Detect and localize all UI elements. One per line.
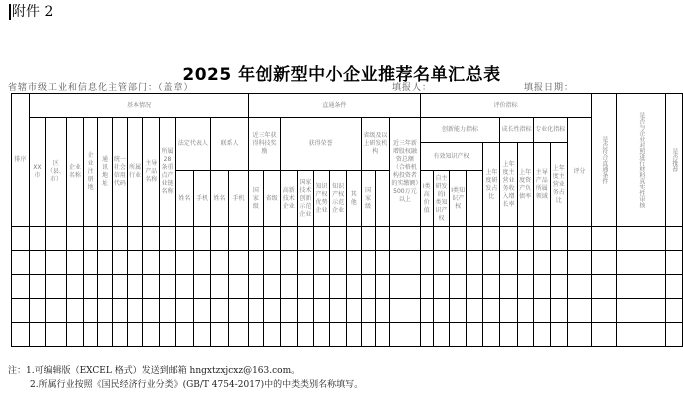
table-cell[interactable]: [160, 227, 175, 251]
table-cell[interactable]: [313, 275, 329, 299]
col-company-name: 企业名称: [66, 118, 83, 227]
table-cell[interactable]: [29, 251, 45, 275]
table-cell[interactable]: [420, 323, 433, 347]
table-cell[interactable]: [361, 227, 375, 251]
table-cell[interactable]: [375, 275, 389, 299]
table-cell[interactable]: [98, 323, 112, 347]
col-honor-innovation-demo: 国家技术创新示范企业: [297, 171, 313, 227]
col-growth: 成长性指标: [500, 118, 533, 143]
table-cell[interactable]: [330, 275, 347, 299]
table-cell[interactable]: [517, 227, 533, 251]
table-cell[interactable]: [517, 323, 533, 347]
table-cell[interactable]: [297, 299, 313, 323]
table-cell[interactable]: [390, 275, 420, 299]
table-cell[interactable]: [567, 251, 591, 275]
table-cell[interactable]: [467, 227, 483, 251]
table-cell[interactable]: [263, 323, 280, 347]
table-cell[interactable]: [665, 227, 682, 251]
table-cell[interactable]: [228, 227, 248, 251]
table-cell[interactable]: [313, 227, 329, 251]
table-cell[interactable]: [533, 323, 550, 347]
table-cell[interactable]: [665, 251, 682, 275]
table-cell[interactable]: [450, 227, 467, 251]
table-row: [12, 299, 683, 323]
table-cell[interactable]: [29, 275, 45, 299]
col-innovation: 创新能力指标: [420, 118, 500, 143]
table-cell[interactable]: [483, 251, 500, 275]
table-cell[interactable]: [433, 251, 449, 275]
table-cell[interactable]: [665, 323, 682, 347]
table-cell[interactable]: [175, 323, 194, 347]
col-legal-rep: 法定代表人: [175, 118, 210, 171]
table-cell[interactable]: [228, 299, 248, 323]
col-honors: 获得荣誉: [280, 118, 361, 171]
table-cell[interactable]: [194, 227, 211, 251]
table-cell[interactable]: [467, 299, 483, 323]
table-cell[interactable]: [483, 227, 500, 251]
table-cell[interactable]: [211, 275, 229, 299]
table-cell[interactable]: [330, 323, 347, 347]
col-valid-ip: 有效知识产权: [420, 143, 483, 171]
table-cell[interactable]: [361, 251, 375, 275]
table-cell[interactable]: [361, 299, 375, 323]
table-cell[interactable]: [450, 323, 467, 347]
col-ip-high-value: I类高价值: [420, 171, 433, 227]
table-cell[interactable]: [211, 251, 229, 275]
table-cell[interactable]: [83, 275, 97, 299]
col-product-field: 主导产品所属领域: [533, 143, 550, 227]
table-cell[interactable]: [98, 299, 112, 323]
table-cell[interactable]: [347, 299, 361, 323]
table-cell[interactable]: [330, 251, 347, 275]
table-cell[interactable]: [83, 323, 97, 347]
col-address: 通讯地址: [98, 118, 112, 227]
table-cell[interactable]: [143, 227, 160, 251]
table-cell[interactable]: [591, 299, 616, 323]
table-cell[interactable]: [297, 323, 313, 347]
table-cell[interactable]: [533, 275, 550, 299]
table-cell[interactable]: [98, 251, 112, 275]
table-cell[interactable]: [375, 299, 389, 323]
header-recommend: 是否推荐: [665, 94, 682, 227]
table-cell[interactable]: [591, 275, 616, 299]
table-cell[interactable]: [12, 299, 30, 323]
table-cell[interactable]: [175, 227, 194, 251]
table-cell[interactable]: [45, 299, 66, 323]
table-cell[interactable]: [330, 227, 347, 251]
col-revenue-growth: 上年度主营业务收入增长率: [500, 143, 517, 227]
table-cell[interactable]: [616, 227, 665, 251]
col-debt-ratio: 上年度资产负债率: [517, 143, 533, 227]
table-cell[interactable]: [12, 227, 30, 251]
table-cell[interactable]: [420, 251, 433, 275]
table-cell[interactable]: [567, 275, 591, 299]
table-cell[interactable]: [12, 275, 30, 299]
col-county: 区（县、市）: [45, 118, 66, 227]
table-cell[interactable]: [143, 323, 160, 347]
table-cell[interactable]: [533, 251, 550, 275]
notes: [8, 364, 363, 392]
table-cell[interactable]: [249, 275, 263, 299]
table-cell[interactable]: [433, 275, 449, 299]
table-cell[interactable]: [616, 299, 665, 323]
table-cell[interactable]: [665, 275, 682, 299]
table-cell[interactable]: [347, 275, 361, 299]
table-cell[interactable]: [280, 299, 297, 323]
table-cell[interactable]: [616, 275, 665, 299]
col-award-national: 国家级: [249, 171, 263, 227]
table-cell[interactable]: [98, 227, 112, 251]
table-cell[interactable]: [550, 251, 567, 275]
table-cell[interactable]: [45, 275, 66, 299]
department-label: 省辖市级工业和信息化主管部门：（盖章）: [8, 83, 194, 93]
table-cell[interactable]: [160, 275, 175, 299]
filler-label: 填报人：: [392, 83, 433, 93]
col-legal-rep-name: 姓名: [175, 171, 194, 227]
table-cell[interactable]: [194, 299, 211, 323]
table-cell[interactable]: [313, 323, 329, 347]
table-cell[interactable]: [517, 275, 533, 299]
col-honor-ip-advantage: 知识产权优势企业: [313, 171, 329, 227]
table-cell[interactable]: [66, 227, 83, 251]
table-cell[interactable]: [45, 323, 66, 347]
col-equity-financing: 近三年新增股权融资总额（合格机构投资者的实缴额）500万元以上: [390, 118, 420, 227]
table-cell[interactable]: [390, 227, 420, 251]
table-cell[interactable]: [83, 227, 97, 251]
col-rd-national: 国家级: [361, 171, 375, 227]
table-cell[interactable]: [127, 251, 142, 275]
col-honor-ip-demo: 知识产权示范企业: [330, 171, 347, 227]
table-cell[interactable]: [228, 275, 248, 299]
table-row: [12, 323, 683, 347]
table-cell[interactable]: [313, 251, 329, 275]
table-cell[interactable]: [500, 251, 517, 275]
table-cell[interactable]: [550, 299, 567, 323]
table-cell[interactable]: [263, 299, 280, 323]
table-cell[interactable]: [313, 299, 329, 323]
table-cell[interactable]: [127, 299, 142, 323]
table-cell[interactable]: [567, 299, 591, 323]
table-cell[interactable]: [45, 227, 66, 251]
col-main-product: 主导产品名称: [143, 118, 160, 227]
table-cell[interactable]: [228, 323, 248, 347]
table-cell[interactable]: [12, 323, 30, 347]
table-cell[interactable]: [143, 275, 160, 299]
table-cell[interactable]: [591, 323, 616, 347]
table-cell[interactable]: [29, 299, 45, 323]
table-cell[interactable]: [567, 227, 591, 251]
note-2: 2.所属行业按照《国民经济行业分类》(GB/T 4754-2017)中的中类类别名称填写。: [30, 380, 364, 390]
table-cell[interactable]: [420, 275, 433, 299]
col-main-business-ratio: 上年度主营业务占比: [550, 143, 567, 227]
table-cell[interactable]: [127, 227, 142, 251]
table-cell[interactable]: [433, 299, 449, 323]
table-cell[interactable]: [249, 227, 263, 251]
table-cell[interactable]: [347, 251, 361, 275]
table-cell[interactable]: [665, 299, 682, 323]
col-registered-place: 企业注册地: [83, 118, 97, 227]
table-cell[interactable]: [263, 251, 280, 275]
table-cell[interactable]: [175, 299, 194, 323]
table-cell[interactable]: [450, 299, 467, 323]
col-contact: 联系人: [211, 118, 249, 171]
table-cell[interactable]: [467, 275, 483, 299]
table-cell[interactable]: [347, 323, 361, 347]
table-cell[interactable]: [361, 275, 375, 299]
table-cell[interactable]: [375, 227, 389, 251]
col-ip-class1: I类知识产权: [450, 171, 467, 227]
table-row: [12, 275, 683, 299]
col-industry: 所属行业: [127, 118, 142, 227]
table-cell[interactable]: [112, 251, 127, 275]
table-cell[interactable]: [390, 299, 420, 323]
table-cell[interactable]: [194, 275, 211, 299]
table-cell[interactable]: [160, 251, 175, 275]
table-cell[interactable]: [83, 299, 97, 323]
table-body: [12, 227, 683, 347]
table-cell[interactable]: [450, 251, 467, 275]
table-cell[interactable]: [533, 227, 550, 251]
table-cell[interactable]: [194, 323, 211, 347]
table-cell[interactable]: [12, 251, 30, 275]
table-cell[interactable]: [211, 323, 229, 347]
table-cell[interactable]: [143, 299, 160, 323]
col-score: 评分: [567, 118, 591, 227]
table-cell[interactable]: [483, 323, 500, 347]
table-cell[interactable]: [112, 323, 127, 347]
table-cell[interactable]: [467, 323, 483, 347]
col-tech-award: 近三年获得科技奖励: [249, 118, 280, 171]
col-honor-hightech: 高新技术企业: [280, 171, 297, 227]
table-cell[interactable]: [98, 275, 112, 299]
table-cell[interactable]: [194, 251, 211, 275]
table-cell[interactable]: [297, 251, 313, 275]
table-cell[interactable]: [112, 299, 127, 323]
col-credit-code: 统一社会信用代码: [112, 118, 127, 227]
table-cell[interactable]: [420, 227, 433, 251]
col-specialization: 专业化指标: [533, 118, 567, 143]
header-basic-info: 基本情况: [29, 94, 249, 118]
table-cell[interactable]: [616, 251, 665, 275]
col-honor-other: 其他: [347, 171, 361, 227]
table-cell[interactable]: [211, 227, 229, 251]
table-cell[interactable]: [263, 227, 280, 251]
table-cell[interactable]: [390, 251, 420, 275]
table-cell[interactable]: [83, 251, 97, 275]
summary-table: [11, 93, 683, 347]
table-cell[interactable]: [550, 323, 567, 347]
table-row: [12, 227, 683, 251]
table-cell[interactable]: [433, 323, 449, 347]
table-cell[interactable]: [347, 227, 361, 251]
table-cell[interactable]: [249, 251, 263, 275]
col-award-provincial: 省级: [263, 171, 280, 227]
table-cell[interactable]: [500, 323, 517, 347]
table-cell[interactable]: [517, 251, 533, 275]
table-cell[interactable]: [550, 227, 567, 251]
table-cell[interactable]: [450, 275, 467, 299]
header-direct-conditions: 直通条件: [249, 94, 420, 118]
table-cell[interactable]: [375, 323, 389, 347]
table-cell[interactable]: [280, 323, 297, 347]
table-cell[interactable]: [29, 323, 45, 347]
col-legal-rep-phone: 手机: [194, 171, 211, 227]
table-cell[interactable]: [249, 323, 263, 347]
table-cell[interactable]: [567, 323, 591, 347]
table-cell[interactable]: [280, 275, 297, 299]
date-label: 填报日期：: [524, 83, 575, 93]
header-seq: 排序: [12, 94, 30, 227]
table-cell[interactable]: [66, 299, 83, 323]
table-cell[interactable]: [467, 251, 483, 275]
table-cell[interactable]: [500, 299, 517, 323]
table-cell[interactable]: [591, 251, 616, 275]
col-industry-chain: 所属28条重点产业链名称: [160, 118, 175, 227]
table-cell[interactable]: [280, 227, 297, 251]
header-meets-direct: 是否符合直通条件: [591, 94, 616, 227]
attachment-label: 附件 2: [9, 4, 53, 20]
table-cell[interactable]: [263, 275, 280, 299]
table-cell[interactable]: [361, 323, 375, 347]
table-cell[interactable]: [616, 323, 665, 347]
col-contact-name: 姓名: [211, 171, 229, 227]
table-cell[interactable]: [127, 275, 142, 299]
table-cell[interactable]: [390, 323, 420, 347]
table-cell[interactable]: [280, 251, 297, 275]
table-cell[interactable]: [249, 299, 263, 323]
table-cell[interactable]: [29, 227, 45, 251]
table-cell[interactable]: [297, 275, 313, 299]
table-cell[interactable]: [500, 227, 517, 251]
table-cell[interactable]: [330, 299, 347, 323]
table-cell[interactable]: [160, 299, 175, 323]
table-cell[interactable]: [483, 299, 500, 323]
table-cell[interactable]: [160, 323, 175, 347]
table-cell[interactable]: [500, 275, 517, 299]
table-cell[interactable]: [66, 275, 83, 299]
table-cell[interactable]: [297, 227, 313, 251]
page-title: 2025 年创新型中小企业推荐名单汇总表: [182, 65, 501, 85]
table-cell[interactable]: [112, 227, 127, 251]
table-cell[interactable]: [433, 227, 449, 251]
table-cell[interactable]: [66, 251, 83, 275]
col-rd-institution: 省级及以上研发机构: [361, 118, 390, 171]
col-contact-phone: 手机: [228, 171, 248, 227]
table-cell[interactable]: [45, 251, 66, 275]
note-1: 注：1.可编辑版（EXCEL 格式）发送到邮箱 hngxtzxjcxz@163.com。: [8, 366, 301, 376]
table-cell[interactable]: [175, 275, 194, 299]
table-cell[interactable]: [591, 227, 616, 251]
table-cell[interactable]: [533, 299, 550, 323]
table-cell[interactable]: [483, 275, 500, 299]
table-cell[interactable]: [143, 251, 160, 275]
table-cell[interactable]: [175, 251, 194, 275]
col-city: XX市: [29, 118, 45, 227]
header-verified: 是否与企业对照进行材料真实性审核: [616, 94, 665, 227]
table-cell[interactable]: [228, 251, 248, 275]
table-cell[interactable]: [127, 323, 142, 347]
col-ip-self-developed: 自主研发的I类知识产权: [433, 171, 449, 227]
table-cell[interactable]: [112, 275, 127, 299]
col-ip-blank: [467, 171, 483, 227]
table-cell[interactable]: [375, 251, 389, 275]
table-row: [12, 251, 683, 275]
col-rd-ratio: 上年度研发占比: [483, 143, 500, 227]
col-rd-blank: [375, 171, 389, 227]
table-cell[interactable]: [66, 323, 83, 347]
table-cell[interactable]: [517, 299, 533, 323]
table-cell[interactable]: [211, 299, 229, 323]
header-evaluation: 评价指标: [420, 94, 591, 118]
table-cell[interactable]: [550, 275, 567, 299]
table-cell[interactable]: [420, 299, 433, 323]
